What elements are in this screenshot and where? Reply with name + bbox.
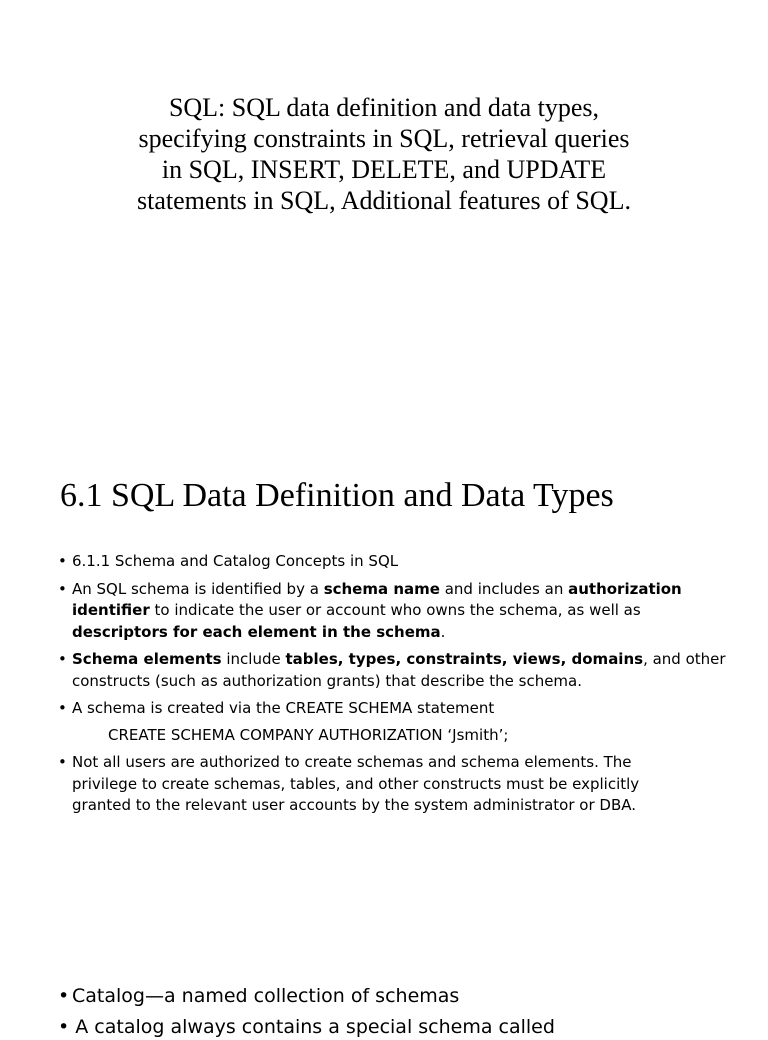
- text-run: and includes an: [439, 579, 569, 598]
- bullet-dot: •: [58, 699, 67, 717]
- text-run: .: [440, 622, 446, 641]
- bold-run: schema name: [323, 579, 440, 598]
- bullet-text: A catalog always contains a special schema called: [75, 1016, 555, 1038]
- sql-statement: CREATE SCHEMA COMPANY AUTHORIZATION ‘Jsmith’;: [108, 725, 509, 744]
- bullet-dot: •: [58, 579, 67, 598]
- bold-run: Schema elements: [72, 650, 222, 668]
- bold-run: descriptors for each element in the schema: [72, 622, 441, 641]
- bullet-item: [58, 983, 459, 1009]
- next-slide-bullets: [58, 983, 459, 1009]
- bullet-line: [72, 600, 738, 622]
- bullet-line: [72, 649, 738, 671]
- text-run: include: [221, 650, 286, 668]
- bullet-text: Catalog—a named collection of schemas: [72, 985, 460, 1007]
- bullet-line: [72, 622, 738, 644]
- text-run: , and other: [643, 650, 726, 668]
- slide-title-line: specifying constraints in SQL, retrieval queries: [138, 124, 630, 153]
- bullet-line: privilege to create schemas, tables, and other constructs must be explicitly: [72, 774, 640, 793]
- bullet-item: [58, 579, 738, 644]
- bullet-line: constructs (such as authorization grants) that describe the schema.: [72, 671, 582, 690]
- bold-run: authorization: [568, 579, 682, 598]
- bullet-item: [58, 649, 738, 692]
- bullet-item: [58, 698, 738, 746]
- slide-title-line: statements in SQL, Additional features of SQL.: [137, 186, 631, 215]
- text-run: to indicate the user or account who owns the schema, as well as: [149, 601, 641, 619]
- bold-run: identifier: [72, 601, 150, 619]
- slide-title: [0, 92, 768, 216]
- bullet-item: [58, 551, 738, 573]
- bold-run: tables, types, constraints, views, domains: [285, 650, 644, 668]
- section-heading: 6.1 SQL Data Definition and Data Types: [60, 477, 614, 514]
- text-run: An SQL schema is identified by a: [72, 579, 324, 598]
- slide-title-line: SQL: SQL data definition and data types,: [168, 93, 600, 122]
- bullet-line: granted to the relevant user accounts by the system administrator or DBA.: [72, 796, 636, 814]
- slide-title-line: in SQL, INSERT, DELETE, and UPDATE: [161, 155, 607, 184]
- bullet-dot: •: [58, 552, 67, 570]
- bullet-text: 6.1.1 Schema and Catalog Concepts in SQL: [72, 552, 399, 570]
- bullet-item: [58, 752, 738, 817]
- bullet-dot: •: [58, 753, 67, 771]
- bullet-dot: •: [58, 1016, 70, 1038]
- bullet-line: Not all users are authorized to create schemas and schema elements. The: [72, 753, 632, 771]
- bullet-line: [72, 579, 738, 601]
- bullet-dot: •: [58, 650, 67, 668]
- bullet-list: [58, 551, 738, 823]
- bullet-dot: •: [58, 985, 70, 1007]
- bullet-line: A schema is created via the CREATE SCHEMA statement: [72, 699, 495, 717]
- clipped-bullet-line: [58, 1014, 578, 1038]
